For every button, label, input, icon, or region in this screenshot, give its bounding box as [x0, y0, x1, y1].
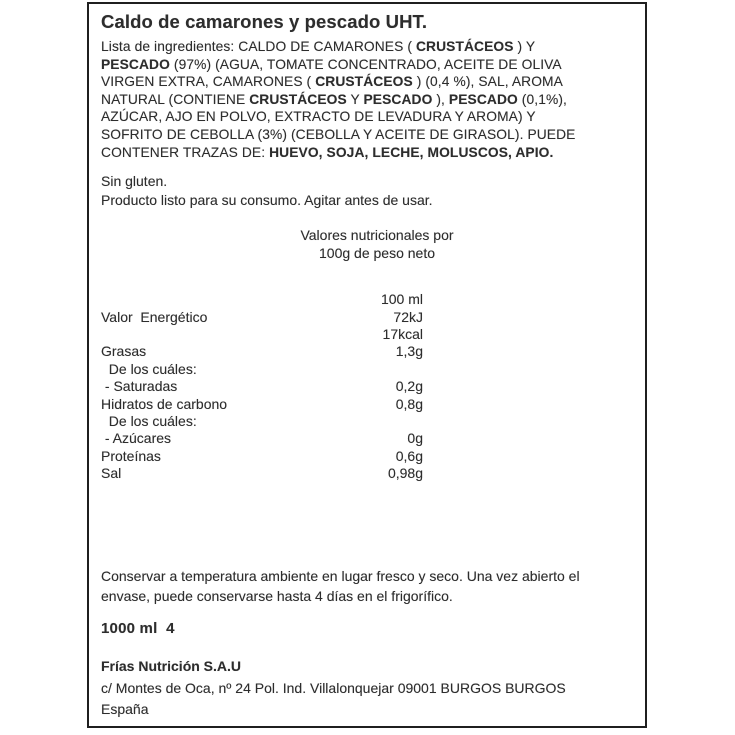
nutrition-label: Grasas: [101, 343, 147, 360]
nutrition-column-header-row: [101, 291, 633, 308]
nutrition-row-of-which-2: [101, 413, 633, 430]
manufacturer-block: [101, 656, 633, 720]
nutrition-row-protein: [101, 448, 633, 465]
nutrition-label: Proteínas: [101, 447, 161, 464]
nutrition-row-saturates: [101, 378, 633, 395]
net-quantity: 1000 ml 4: [101, 620, 175, 638]
nutrition-label: Hidratos de carbono: [101, 395, 228, 412]
nutrition-label: De los cuáles:: [101, 412, 197, 429]
nutrition-row-energy: [101, 309, 633, 326]
nutrition-row-of-which-1: [101, 361, 633, 378]
nutrition-value: 1,3g: [395, 343, 423, 360]
nutrition-label: Valor Energético: [101, 308, 208, 325]
nutrition-label: De los cuáles:: [101, 360, 197, 377]
nutrition-row-salt: [101, 465, 633, 482]
nutrition-table: [101, 291, 633, 482]
nutrition-row-carbs: [101, 396, 633, 413]
nutrition-heading: Valores nutricionales por 100g de peso neto: [300, 227, 454, 262]
nutrition-label: - Azúcares: [101, 430, 172, 447]
ingredients-text: Lista de ingredientes: CALDO DE CAMARONES ( CRUSTÁCEOS ) Y PESCADO (97%) (AGUA, TOMATE CONCENTRADO, ACEITE DE OLIVA VIRGEN EXTRA, CAMARONES ( CRUSTÁCEOS ) (0,4 %), SAL, AROMA NATURAL (CONTIENE CRUSTÁCEOS Y PESCADO ), PESCADO (0,1%), AZÚCAR, AJO EN POLVO, EXTRACTO DE LEVADURA Y AROMA) Y SOFRITO DE CEBOLLA (3%) (CEBOLLA Y ACEITE DE GIRASOL). PUEDE CONTENER TRAZAS DE: HUEVO, SOJA, LECHE, MOLUSCOS, APIO.: [101, 39, 576, 160]
nutrition-row-energy-kcal: [101, 326, 633, 343]
nutrition-row-fat: [101, 343, 633, 360]
manufacturer-address: c/ Montes de Oca, nº 24 Pol. Ind. Villalonquejar 09001 BURGOS BURGOS: [101, 679, 566, 696]
nutrition-value: 72kJ: [393, 308, 423, 325]
manufacturer-country: España: [101, 701, 149, 718]
claims-block: [101, 172, 633, 209]
nutrition-label: - Saturadas: [101, 378, 178, 395]
nutrition-label: Sal: [101, 465, 122, 482]
nutrition-row-sugars: [101, 430, 633, 447]
nutrition-value: 0,8g: [395, 395, 423, 412]
nutrition-value: 0,98g: [387, 465, 423, 482]
nutrition-value: 0g: [407, 430, 423, 447]
nutrition-value: 0,2g: [395, 378, 423, 395]
label-box: [87, 2, 647, 728]
product-title: Caldo de camarones y pescado UHT.: [101, 11, 428, 32]
nutrition-value: 0,6g: [395, 447, 423, 464]
gluten-free-claim: Sin gluten.: [101, 173, 168, 190]
storage-instructions: Conservar a temperatura ambiente en lugar fresco y seco. Una vez abierto el envase, puede conservarse hasta 4 días en el frigorífico.: [101, 568, 580, 605]
usage-claim: Producto listo para su consumo. Agitar antes de usar.: [101, 191, 433, 208]
nutrition-column-header: 100 ml: [380, 291, 423, 308]
nutrition-value: 17kcal: [382, 325, 423, 342]
manufacturer-name: Frías Nutrición S.A.U: [101, 658, 242, 675]
